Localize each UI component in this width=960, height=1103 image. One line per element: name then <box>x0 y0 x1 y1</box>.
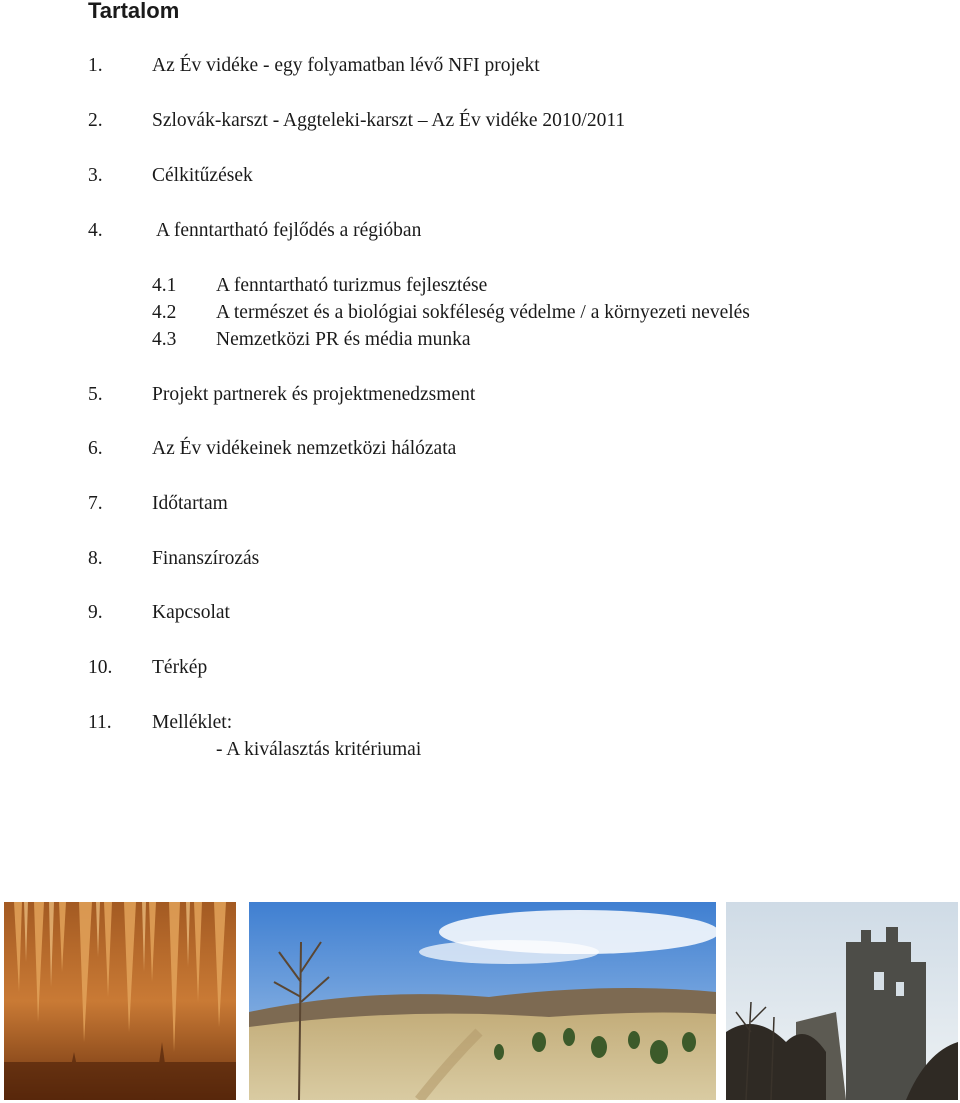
toc-number: 11. <box>88 712 112 733</box>
toc-label: Célkitűzések <box>152 165 253 186</box>
cave-dripstone-photo <box>4 902 236 1100</box>
castle-ruin-photo <box>726 902 958 1100</box>
toc-number: 9. <box>88 602 103 623</box>
toc-label: Melléklet: <box>152 712 233 733</box>
toc-label: Projekt partnerek és projektmenedzsment <box>152 384 476 405</box>
toc-number: 7. <box>88 493 103 514</box>
toc-number: 3. <box>88 165 103 186</box>
toc-label: Térkép <box>152 657 208 678</box>
toc-number: 1. <box>88 55 103 76</box>
karst-meadow-photo <box>249 902 716 1100</box>
toc-label: Finanszírozás <box>152 548 260 569</box>
page-title: Tartalom <box>88 0 180 23</box>
toc-label: Kapcsolat <box>152 602 230 623</box>
toc-label: A fenntartható fejlődés a régióban <box>156 220 422 241</box>
toc-number: 10. <box>88 657 113 678</box>
toc-label: Az Év vidékeinek nemzetközi hálózata <box>152 438 457 459</box>
toc-number: 2. <box>88 110 103 131</box>
toc-number: 4.2 <box>152 302 177 323</box>
toc-number: 5. <box>88 384 103 405</box>
toc-label: Időtartam <box>152 493 228 514</box>
toc-label: Az Év vidéke - egy folyamatban lévő NFI projekt <box>152 55 540 76</box>
toc-number: 4. <box>88 220 103 241</box>
toc-number: 6. <box>88 438 103 459</box>
toc-number: 4.1 <box>152 275 177 296</box>
toc-label: A fenntartható turizmus fejlesztése <box>216 275 488 296</box>
toc-label: Szlovák-karszt - Aggteleki-karszt – Az Év vidéke 2010/2011 <box>152 110 626 131</box>
toc-annex-subitem[interactable]: - A kiválasztás kritériumai <box>216 739 422 760</box>
toc-number: 8. <box>88 548 103 569</box>
toc-label: A természet és a biológiai sokféleség védelme / a környezeti nevelés <box>216 302 750 323</box>
toc-label: Nemzetközi PR és média munka <box>216 329 471 350</box>
toc-number: 4.3 <box>152 329 177 350</box>
